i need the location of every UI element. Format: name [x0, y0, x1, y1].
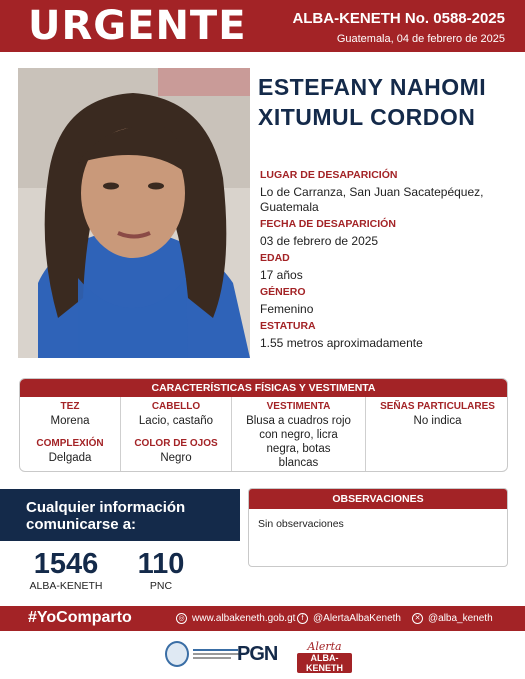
height-label: ESTATURA [260, 320, 316, 332]
characteristics-grid [20, 397, 507, 471]
coat-of-arms-icon [165, 641, 189, 667]
phone-number-pnc[interactable]: 110 [137, 548, 185, 580]
hair-label: CABELLO [151, 401, 201, 412]
twitter-text: @alba_keneth [428, 613, 493, 624]
contact-line-2: comunicarse a: [26, 516, 137, 533]
col-tez-complexion [20, 397, 120, 471]
pgn-logo: PGN [237, 643, 278, 665]
contact-panel [0, 489, 240, 541]
twitter-link[interactable] [412, 613, 493, 624]
eye-color-value: Negro [160, 452, 192, 464]
header-bar [0, 0, 525, 52]
alba-logo-main: ALBA-KENETH [297, 653, 352, 673]
complexion-value: Delgada [48, 452, 92, 464]
website-text: www.albakeneth.gob.gt [192, 613, 296, 624]
observations-text: Sin observaciones [258, 518, 344, 530]
website-link[interactable] [176, 613, 295, 624]
urgent-title: URGENTE [28, 3, 247, 49]
col-hair-eyes [120, 397, 231, 471]
name-line-1: ESTEFANY NAHOMI [258, 74, 487, 100]
phone-label-pnc: PNC [149, 580, 173, 592]
alba-logo-strip [297, 673, 352, 677]
guatemala-government-logo [165, 641, 248, 667]
col-distinguishing-marks [365, 397, 508, 471]
marks-label: SEÑAS PARTICULARES [380, 401, 495, 412]
eye-color-label: COLOR DE OJOS [134, 438, 218, 449]
col-clothing [231, 397, 365, 471]
alba-logo-top: Alerta [307, 640, 342, 653]
facebook-text: @AlertaAlbaKeneth [313, 613, 401, 624]
portrait-image [18, 68, 250, 358]
marks-value: No indica [413, 415, 462, 427]
logos-strip [0, 638, 525, 679]
clothing-label: VESTIMENTA [266, 401, 331, 412]
age-value: 17 años [260, 268, 303, 282]
observations-title: OBSERVACIONES [249, 489, 507, 509]
gender-value: Femenino [260, 302, 314, 316]
characteristics-box [19, 378, 508, 472]
phone-label-alba: ALBA-KENETH [29, 580, 103, 592]
place-label: LUGAR DE DESAPARICIÓN [260, 169, 398, 181]
height-value: 1.55 metros aproximadamente [260, 336, 423, 350]
name-line-2: XITUMUL CORDON [258, 104, 476, 130]
place-value: Lo de Carranza, San Juan Sacatepéquez, Guatemala [260, 185, 484, 214]
facebook-link[interactable] [297, 613, 401, 624]
footer-bar [0, 606, 525, 631]
facebook-icon: f [297, 613, 308, 624]
observations-box [248, 488, 508, 567]
alert-date: Guatemala, 04 de febrero de 2025 [336, 33, 505, 45]
person-name [258, 72, 518, 132]
characteristics-title: CARACTERÍSTICAS FÍSICAS Y VESTIMENTA [20, 379, 507, 397]
alert-number: ALBA-KENETH No. 0588-2025 [292, 10, 505, 27]
hair-value: Lacio, castaño [138, 415, 214, 427]
clothing-value: Blusa a cuadros rojo con negro, licra negra, botas blancas [246, 415, 351, 469]
globe-icon: ◎ [176, 613, 187, 624]
gender-label: GÉNERO [260, 286, 306, 298]
hashtag[interactable]: #YoComparto [28, 609, 132, 626]
alba-keneth-logo [297, 640, 352, 677]
missing-person-photo [18, 68, 250, 358]
contact-line-1: Cualquier información [26, 499, 186, 516]
date-value: 03 de febrero de 2025 [260, 234, 379, 248]
complexion-label: COMPLEXIÓN [36, 438, 104, 449]
tez-label: TEZ [60, 401, 80, 412]
date-label: FECHA DE DESAPARICIÓN [260, 218, 396, 230]
age-label: EDAD [260, 252, 290, 264]
tez-value: Morena [50, 415, 90, 427]
phone-number-alba[interactable]: 1546 [33, 548, 99, 580]
x-icon: ✕ [412, 613, 423, 624]
person-details [260, 166, 520, 353]
